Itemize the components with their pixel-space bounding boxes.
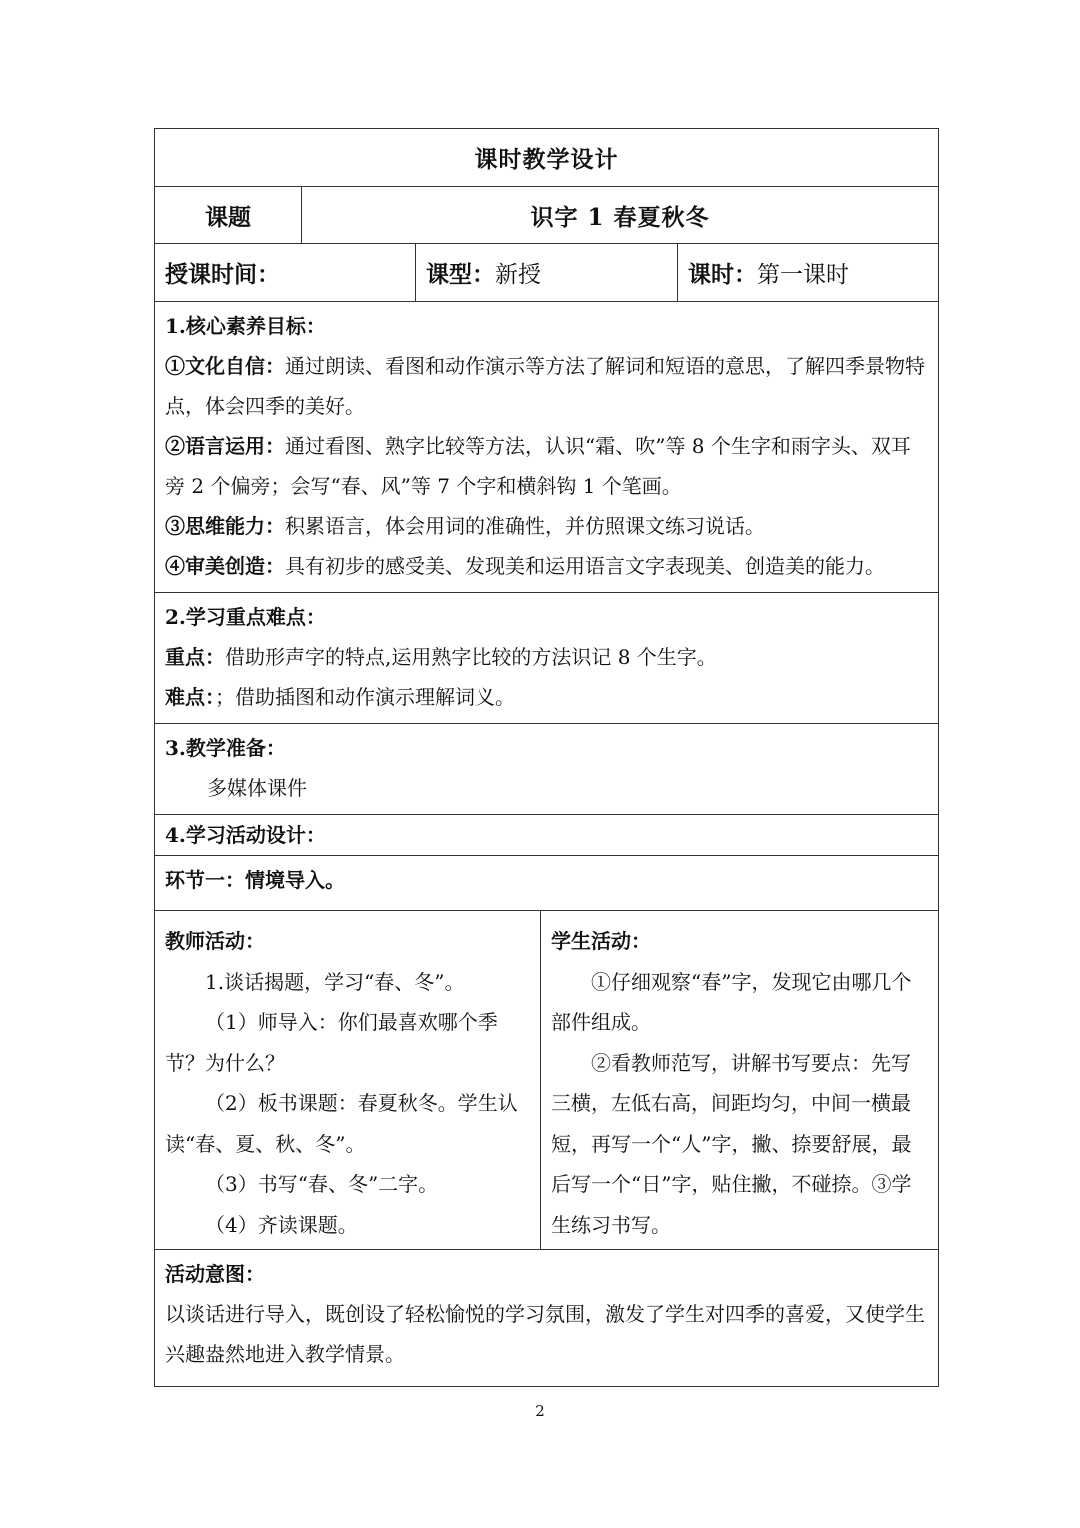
goal-label: ④审美创造：: [165, 554, 285, 578]
intent-heading: 活动意图：: [165, 1262, 265, 1286]
intent-text: 以谈话进行导入，既创设了轻松愉悦的学习氛围，激发了学生对四季的喜爱，又使学生兴趣盎然地进入教学情景。: [165, 1302, 925, 1366]
teacher-line: 1.谈话揭题，学习“春、冬”。: [205, 969, 465, 994]
difficult-point-label: 难点：: [165, 685, 215, 709]
goal-item: [165, 506, 928, 546]
student-activity: [541, 911, 939, 1250]
teacher-activity: [155, 911, 541, 1250]
difficult-point: [165, 677, 928, 717]
goal-text: 积累语言，体会用词的准确性，并仿照课文练习说话。: [285, 514, 765, 538]
goals-heading: 1.核心素养目标：: [165, 314, 326, 338]
page-number: 2: [535, 1402, 545, 1420]
topic-value: 识字 1 春夏秋冬: [302, 187, 939, 244]
key-point: [165, 637, 928, 677]
design-heading-cell: [155, 815, 939, 856]
key-point-text: 借助形声字的特点,运用熟字比较的方法识记 8 个生字。: [225, 645, 717, 669]
lesson-type-label: 课型：: [426, 261, 495, 288]
goal-item: [165, 546, 928, 586]
teacher-heading: 教师活动：: [165, 929, 265, 953]
goal-label: ③思维能力：: [165, 514, 285, 538]
lesson-plan-table: [154, 128, 939, 1387]
topic-label: 课题: [155, 187, 302, 244]
teacher-line: （3）书写“春、冬”二字。: [205, 1172, 439, 1196]
goal-text: 通过朗读、看图和动作演示等方法了解词和短语的意思，了解四季景物特点，体会四季的美好。: [165, 354, 925, 418]
prep-heading: 3.教学准备：: [165, 736, 286, 760]
segment-title: 环节一：情境导入。: [165, 868, 345, 892]
goal-label: ②语言运用：: [165, 434, 285, 458]
lesson-type-value: 新授: [495, 262, 541, 288]
teacher-line: （4）齐读课题。: [205, 1212, 358, 1237]
student-line: ②看教师范写，讲解书写要点：先写三横，左低右高，间距均匀，中间一横最短，再写一个“人”字，撇、捺要舒展，最后写一个“日”字，贴住撇，不碰捺。③学生练习书写。: [551, 1050, 912, 1237]
lesson-period-cell: [678, 244, 939, 302]
segment-cell: [155, 856, 939, 911]
goal-item: [165, 426, 928, 506]
goals-section: [155, 302, 939, 593]
key-point-label: 重点：: [165, 645, 225, 669]
keypoints-heading: 2.学习重点难点：: [165, 605, 326, 629]
class-time-cell: [155, 244, 416, 302]
student-heading: 学生活动：: [551, 929, 651, 953]
teacher-line: （1）师导入：你们最喜欢哪个季节？为什么？: [165, 1010, 498, 1075]
keypoints-section: [155, 593, 939, 724]
goal-label: ①文化自信：: [165, 354, 285, 378]
class-time-label: 授课时间：: [165, 261, 280, 288]
design-heading: 4.学习活动设计：: [165, 823, 326, 847]
difficult-point-text: ；借助插图和动作演示理解词义。: [215, 685, 515, 709]
goal-text: 通过看图、熟字比较等方法，认识“霜、吹”等 8 个生字和雨字头、双耳旁 2 个偏旁；会写“春、风”等 7 个字和横斜钩 1 个笔画。: [165, 434, 911, 498]
goal-item: [165, 346, 928, 426]
lesson-period-label: 课时：: [688, 261, 757, 288]
doc-title: 课时教学设计: [155, 129, 939, 187]
prep-text: 多媒体课件: [207, 776, 307, 800]
teacher-line: （2）板书课题：春夏秋冬。学生认读“春、夏、秋、冬”。: [165, 1091, 518, 1156]
student-line: ①仔细观察“春”字，发现它由哪几个部件组成。: [551, 969, 912, 1034]
goal-text: 具有初步的感受美、发现美和运用语言文字表现美、创造美的能力。: [285, 554, 885, 578]
intent-section: [155, 1250, 939, 1387]
prep-section: [155, 724, 939, 815]
lesson-type-cell: [416, 244, 678, 302]
lesson-period-value: 第一课时: [757, 262, 849, 288]
